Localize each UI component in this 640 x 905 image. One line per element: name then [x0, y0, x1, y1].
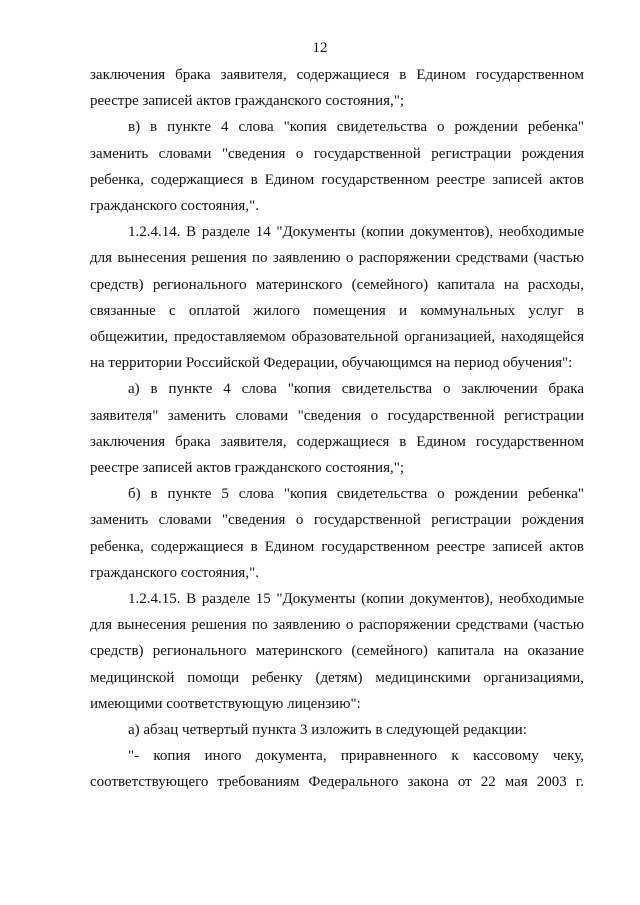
paragraph: "- копия иного документа, приравненного к кассовому чеку, соответствующего требованиям Федерального закона от 22 мая 2003 г.: [90, 748, 584, 791]
paragraph: в) в пункте 4 слова "копия свидетельства о рождении ребенка" заменить словами "сведения о государственной регистрации рождения ребенка, содержащиеся в Едином государственном реестре записей актов гражданского состояния,".: [90, 119, 584, 215]
paragraph: 1.2.4.14. В разделе 14 "Документы (копии документов), необходимые для вынесения решения по заявлению о распоряжении средствами (частью средств) регионального материнского (семейного) капитала на расходы, связанные с оплатой жилого помещения и коммунальных услуг в общежитии, предоставляемом образовательной организацией, находящейся на территории Российской Федерации, обучающимся на период обучения":: [90, 224, 584, 372]
page-number: 12: [312, 40, 328, 56]
paragraph: а) в пункте 4 слова "копия свидетельства о заключении брака заявителя" заменить словами "сведения о государственной регистрации заключения брака заявителя, содержащиеся в Едином государственном реестре записей актов гражданского состояния,";: [90, 381, 584, 477]
document-body: [90, 62, 584, 796]
paragraph: а) абзац четвертый пункта 3 изложить в следующей редакции:: [128, 722, 527, 739]
paragraph: б) в пункте 5 слова "копия свидетельства о рождении ребенка" заменить словами "сведения о государственной регистрации рождения ребенка, содержащиеся в Едином государственном реестре записей актов гражданского состояния,".: [90, 486, 584, 581]
paragraph: 1.2.4.15. В разделе 15 "Документы (копии документов), необходимые для вынесения решения по заявлению о распоряжении средствами (частью средств) регионального материнского (семейного) капитала на оказание медицинской помощи ребенку (детям) медицинскими организациями, имеющими соответствующую лицензию":: [90, 591, 584, 712]
paragraph: заключения брака заявителя, содержащиеся в Едином государственном реестре записей актов гражданского состояния,";: [90, 67, 584, 110]
